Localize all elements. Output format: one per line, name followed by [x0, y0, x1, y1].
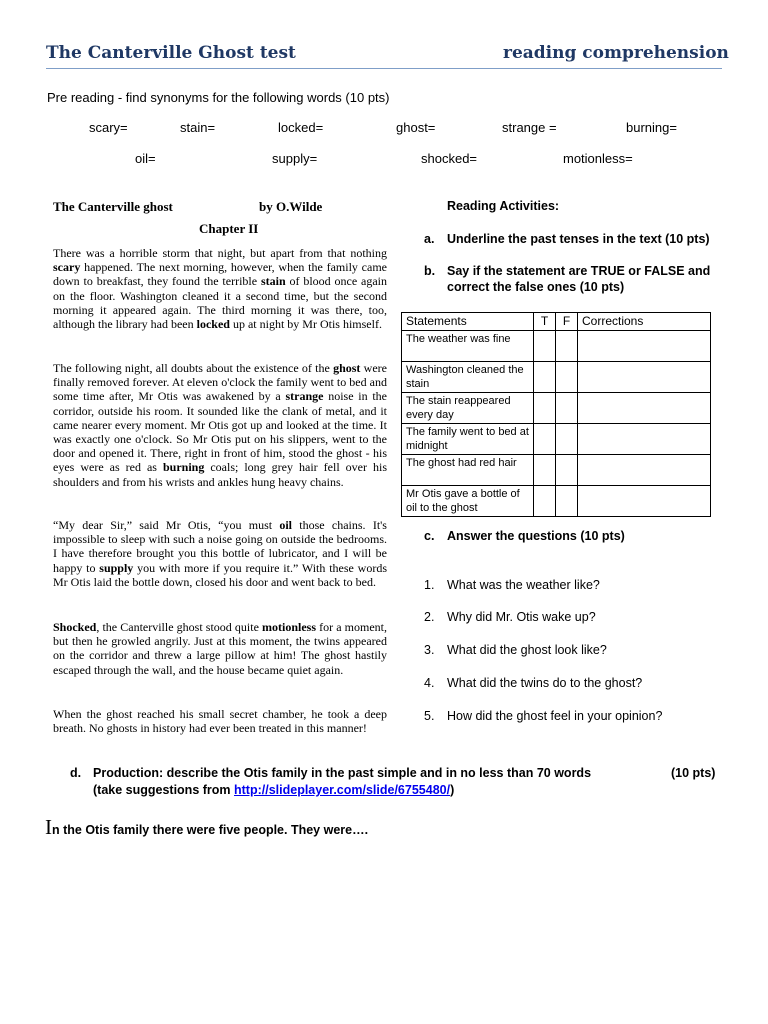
true-cell[interactable]: [534, 331, 556, 362]
activity-a-text: Underline the past tenses in the text (10 pts): [447, 232, 710, 246]
production-letter: d.: [70, 766, 82, 780]
activity-b-text-1: Say if the statement are TRUE or FALSE and: [447, 264, 711, 278]
correction-cell[interactable]: [578, 424, 711, 455]
chapter-heading: Chapter II: [199, 221, 259, 236]
false-cell[interactable]: [556, 455, 578, 486]
false-cell[interactable]: [556, 424, 578, 455]
true-cell[interactable]: [534, 362, 556, 393]
question-text: What did the ghost look like?: [447, 643, 607, 657]
question-text: How did the ghost feel in your opinion?: [447, 709, 663, 723]
correction-cell[interactable]: [578, 331, 711, 362]
synonym-word: ghost=: [396, 120, 436, 135]
correction-cell[interactable]: [578, 486, 711, 517]
synonym-word: shocked=: [421, 151, 478, 166]
story-paragraph-4: Shocked, the Canterville ghost stood quite motionless for a moment, but then he growled angrily. Just at this moment, the twins appeared on the corridor and threw a large pillow at him! The ghost hastily escaped through the wall, and the house became quiet again.: [53, 620, 387, 677]
table-header: F: [556, 313, 578, 331]
false-cell[interactable]: [556, 362, 578, 393]
statement-cell: Washington cleaned the stain: [402, 362, 534, 393]
false-cell[interactable]: [556, 393, 578, 424]
statement-cell: Mr Otis gave a bottle of oil to the ghost: [402, 486, 534, 517]
synonym-word: locked=: [278, 120, 324, 135]
false-cell[interactable]: [556, 486, 578, 517]
question-text: What did the twins do to the ghost?: [447, 676, 643, 690]
production-text: Production: describe the Otis family in the past simple and in no less than 70 words: [93, 766, 592, 780]
prereading-instruction: Pre reading - find synonyms for the following words (10 pts): [47, 90, 390, 105]
question-number: 4.: [424, 676, 435, 690]
table-row: [402, 424, 711, 455]
activity-c-text: Answer the questions (10 pts): [447, 529, 625, 543]
table-header: Statements: [402, 313, 534, 331]
story-title: The Canterville ghost: [53, 199, 173, 214]
question-number: 3.: [424, 643, 435, 657]
question-number: 2.: [424, 610, 435, 624]
story-paragraph-2: The following night, all doubts about the existence of the ghost were finally removed forever. At eleven o'clock the family went to bed and some time after, Mr Otis was awakened by a strange noise in the corridor, outside his room. It sounded like the clank of metal, and it came nearer every moment. Mr Otis got up and looked at the time. It was exactly one o'clock. So Mr Otis put on his slippers, went to the door and opened it. There, right in front of him, stood the ghost - his eyes were as red as burning coals; long grey hair fell over his shoulders and from his wrists and ankles hung heavy chains.: [53, 361, 387, 489]
statement-cell: The family went to bed at midnight: [402, 424, 534, 455]
page-title: The Canterville Ghost test: [46, 43, 296, 63]
table-row: [402, 362, 711, 393]
production-start-line: In the Otis family there were five people. They were….: [45, 815, 369, 839]
correction-cell[interactable]: [578, 362, 711, 393]
correction-cell[interactable]: [578, 455, 711, 486]
question-text: What was the weather like?: [447, 578, 600, 592]
table-row: [402, 393, 711, 424]
story-paragraph-1: There was a horrible storm that night, but apart from that nothing scary happened. The next morning, however, when the family came down to breakfast, they found the terrible stain of blood once again on the floor. Washington cleaned it a second time, but the second morning it appeared again. The third morning it was there, too, although the library had been locked up at night by Mr Otis himself.: [53, 246, 388, 332]
question-number: 1.: [424, 578, 435, 592]
table-row: [402, 486, 711, 517]
activities-heading: Reading Activities:: [447, 199, 560, 213]
statement-cell: The stain reappeared every day: [402, 393, 534, 424]
synonym-word: strange =: [502, 120, 557, 135]
header-divider: [46, 68, 722, 69]
activity-b-letter: b.: [424, 264, 436, 278]
table-header: T: [534, 313, 556, 331]
question-text: Why did Mr. Otis wake up?: [447, 610, 596, 624]
synonym-word: stain=: [180, 120, 216, 135]
activity-b-text-2: correct the false ones (10 pts): [447, 280, 625, 294]
true-false-table: [401, 312, 711, 517]
synonym-word: scary=: [89, 120, 128, 135]
table-header-row: [402, 313, 711, 331]
synonym-word: oil=: [135, 151, 156, 166]
true-cell[interactable]: [534, 393, 556, 424]
statement-cell: The ghost had red hair: [402, 455, 534, 486]
slideplayer-link[interactable]: http://slideplayer.com/slide/6755480/: [234, 783, 451, 797]
production-suggestion: (take suggestions from http://slideplayer.com/slide/6755480/): [93, 783, 455, 797]
table-row: [402, 455, 711, 486]
true-cell[interactable]: [534, 486, 556, 517]
production-points: (10 pts): [671, 766, 716, 780]
synonym-word: supply=: [272, 151, 318, 166]
synonym-word: motionless=: [563, 151, 633, 166]
activity-c-letter: c.: [424, 529, 435, 543]
correction-cell[interactable]: [578, 393, 711, 424]
table-row: [402, 331, 711, 362]
statement-cell: The weather was fine: [402, 331, 534, 362]
story-paragraph-5: When the ghost reached his small secret chamber, he took a deep breath. No ghosts in history had ever been treated in this manner!: [53, 707, 387, 736]
question-number: 5.: [424, 709, 435, 723]
synonym-word: burning=: [626, 120, 677, 135]
true-cell[interactable]: [534, 424, 556, 455]
story-paragraph-3: “My dear Sir,” said Mr Otis, “you must oil those chains. It's impossible to sleep with such a noise going on outside the bedrooms. I have therefore brought you this bottle of lubricator, and I will be happy to supply you with more if you require it.” With these words Mr Otis laid the bottle down, closed his door and went back to bed.: [53, 518, 387, 589]
true-cell[interactable]: [534, 455, 556, 486]
activity-a-letter: a.: [424, 232, 435, 246]
table-header: Corrections: [578, 313, 711, 331]
story-author: by O.Wilde: [259, 199, 323, 214]
false-cell[interactable]: [556, 331, 578, 362]
page-subtitle: reading comprehension: [503, 43, 729, 63]
